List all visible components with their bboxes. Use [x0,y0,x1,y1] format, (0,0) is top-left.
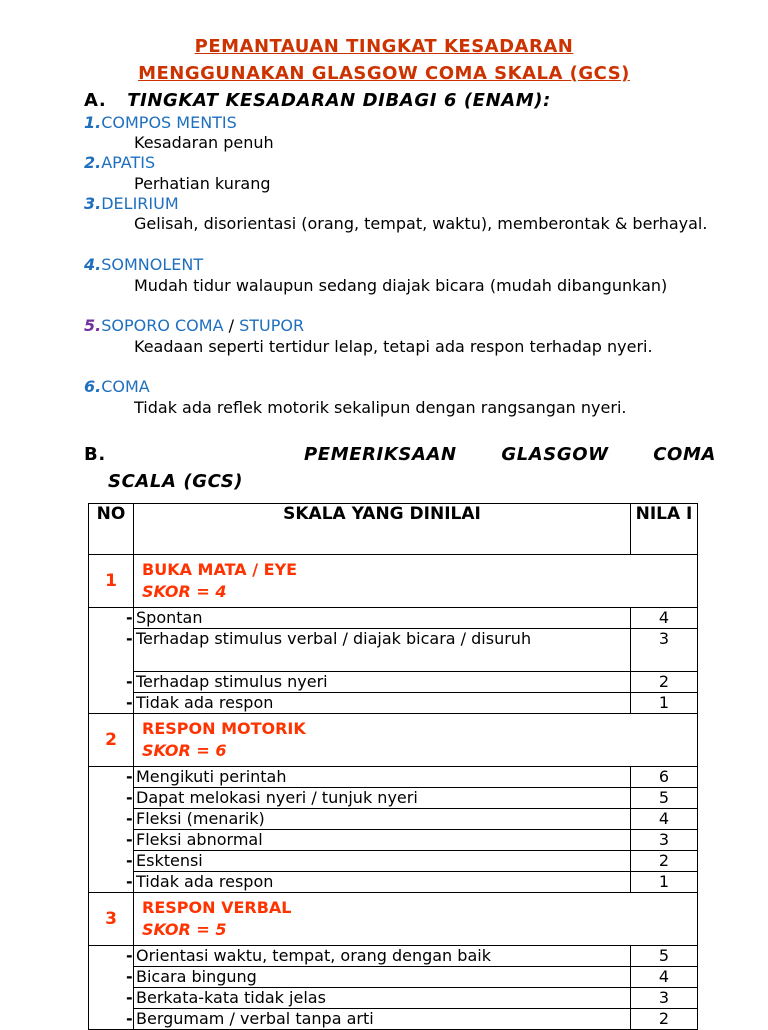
group-skor: SKOR = 4 [142,582,227,601]
table-row [89,629,698,672]
level-4-desc: Mudah tidur walaupun sedang diajak bicara (mudah dibangunkan) [134,276,668,295]
section-b-heading-b: SCALA (GCS) [108,471,244,492]
level-6 [84,377,150,396]
table-row [89,767,698,788]
item-value: 4 [631,608,698,629]
item-text: - Fleksi (menarik) [134,809,631,830]
item-text: - Fleksi abnormal [134,830,631,851]
group-title [134,714,698,767]
doc-title-line-2: MENGGUNAKAN GLASGOW COMA SKALA (GCS) [138,63,630,84]
item-text: - Bicara bingung [134,967,631,988]
section-b-heading-a: PEMERIKSAAN GLASGOW COMA [304,444,716,465]
group-row-verbal [89,893,698,946]
level-name: SOPORO COMA [101,316,224,335]
item-value: 4 [631,809,698,830]
level-number: 3. [84,194,102,213]
section-b-label: B. [84,444,106,465]
item-value: 3 [631,988,698,1009]
item-text: - Bergumam / verbal tanpa arti [134,1009,631,1030]
table-row [89,946,698,967]
group-row-motor [89,714,698,767]
gcs-table [88,503,698,1030]
level-number: 5. [84,316,102,335]
header-skala: SKALA YANG DINILAI [134,504,631,555]
level-name-separator: / [228,316,235,335]
level-2 [84,153,155,172]
item-value: 1 [631,872,698,893]
item-text: - Tidak ada respon [134,693,631,714]
table-row [89,988,698,1009]
level-name: APATIS [101,153,156,172]
item-value: 4 [631,967,698,988]
table-row [89,872,698,893]
doc-title-line-1: PEMANTAUAN TINGKAT KESADARAN [194,36,574,57]
level-number: 1. [84,113,102,132]
level-1 [84,113,237,132]
table-row [89,830,698,851]
level-2-desc: Perhatian kurang [134,174,271,193]
item-text: - Esktensi [134,851,631,872]
item-text: - Dapat melokasi nyeri / tunjuk nyeri [134,788,631,809]
item-text: - Tidak ada respon [134,872,631,893]
table-row [89,693,698,714]
item-value: 5 [631,946,698,967]
table-row [89,608,698,629]
level-name: COMPOS MENTIS [101,113,237,132]
item-value: 1 [631,693,698,714]
item-text: - Mengikuti perintah [134,767,631,788]
item-value: 2 [631,1009,698,1030]
item-text: - Terhadap stimulus verbal / diajak bicara / disuruh [134,629,631,672]
level-3 [84,194,179,213]
section-a-heading [84,90,551,111]
group-title [134,893,698,946]
level-number: 6. [84,377,102,396]
item-value: 6 [631,767,698,788]
item-value: 3 [631,830,698,851]
group-name: BUKA MATA / EYE [142,560,298,579]
item-value: 3 [631,629,698,672]
level-1-desc: Kesadaran penuh [134,133,274,152]
item-text: - Berkata-kata tidak jelas [134,988,631,1009]
table-header-row [89,504,698,555]
group-number: 2 [89,714,134,767]
level-5-desc: Keadaan seperti tertidur lelap, tetapi ada respon terhadap nyeri. [134,337,653,356]
level-5 [84,316,304,335]
level-name: DELIRIUM [101,194,179,213]
item-value: 2 [631,672,698,693]
level-4 [84,255,203,274]
section-a-text: TINGKAT KESADARAN DIBAGI 6 (ENAM): [127,90,551,111]
item-text: - Spontan [134,608,631,629]
level-name: SOMNOLENT [101,255,204,274]
section-a-label: A. [84,90,107,111]
item-text: - Orientasi waktu, tempat, orang dengan baik [134,946,631,967]
group-title [134,555,698,608]
header-no: NO [89,504,134,555]
group-number: 1 [89,555,134,608]
table-row [89,1009,698,1030]
group-row-eye [89,555,698,608]
table-row [89,788,698,809]
item-value: 5 [631,788,698,809]
level-6-desc: Tidak ada reflek motorik sekalipun dengan rangsangan nyeri. [134,398,627,417]
item-value: 2 [631,851,698,872]
table-row [89,672,698,693]
table-row [89,809,698,830]
item-text: - Terhadap stimulus nyeri [134,672,631,693]
header-nilai: NILA I [631,504,698,555]
level-number: 2. [84,153,102,172]
group-number: 3 [89,893,134,946]
group-skor: SKOR = 5 [142,920,227,939]
level-name-alt: STUPOR [239,316,305,335]
level-number: 4. [84,255,102,274]
level-name: COMA [101,377,150,396]
group-skor: SKOR = 6 [142,741,227,760]
group-name: RESPON MOTORIK [142,719,306,738]
table-row [89,851,698,872]
group-name: RESPON VERBAL [142,898,292,917]
level-3-desc: Gelisah, disorientasi (orang, tempat, waktu), memberontak & berhayal. [134,214,708,233]
table-row [89,967,698,988]
